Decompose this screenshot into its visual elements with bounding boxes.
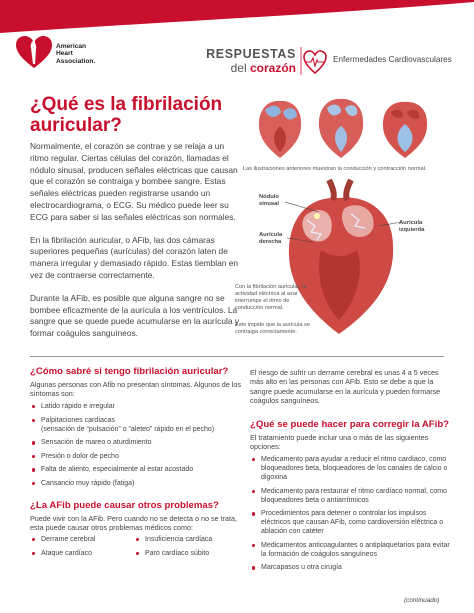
category-label: Enfermedades Cardiovasculares — [333, 55, 452, 64]
page-header — [0, 0, 474, 98]
red-header-curve — [0, 0, 474, 40]
list-item: Derrame cerebral — [30, 535, 130, 544]
small-heart-illustration-2 — [315, 94, 367, 160]
org-line-2: Heart — [56, 50, 73, 58]
series-title-block — [204, 47, 296, 75]
caption-afib-2: Esto impide que la aurícula se contraiga correctamente. — [235, 322, 310, 335]
org-line-1: American — [56, 43, 87, 50]
treatment-intro: El tratamiento puede incluir una o más de las siguientes opciones: — [250, 433, 429, 452]
series-prefix: del — [230, 61, 247, 75]
list-item-detail: (sensación de “pulsación” o “aleteo” rápido en el pecho) — [41, 425, 215, 433]
intro-paragraph-1: Normalmente, el corazón se contrae y se relaja a un ritmo regular. Ciertas células del corazón, llamadas el nódulo sinusal, producen señales eléctricas que causan que el corazón se contraiga y bombee sangre. Estas señales eléctricas pueden registrarse usando un electrocardiograma, o ECG. Su médico puede leer su ECG para saber si las señales eléctricas son normales. — [30, 141, 238, 222]
problems-list-col2 — [134, 535, 246, 562]
small-heart-illustration-1 — [255, 96, 305, 160]
symptoms-intro: Algunas personas con Afib no presentan síntomas. Algunos de los síntomas son: — [30, 380, 241, 399]
pointer-auricula-derecha — [287, 236, 313, 244]
list-item: Ataque cardíaco — [30, 549, 130, 558]
list-item: Marcapasos u otra cirugía — [250, 563, 450, 572]
list-item: Medicamento para restaurar el ritmo cardíaco normal, como bloqueadores beta o antiarrítmicos — [250, 487, 450, 505]
list-item: Insuficiencia cardíaca — [134, 535, 246, 544]
list-item: Procedimientos para detener o controlar los impulsos eléctricos que causan AFib, como cardioversión eléctrica o ablación con catéter — [250, 509, 450, 536]
intro-paragraph-2: En la fibrilación auricular, o AFib, las dos cámaras superiores pequeñas (aurículas) del corazón laten de manera irregular y demasiado rápido. Estas tiemblan en vez de contraerse correctamente. — [30, 234, 239, 280]
page-title: ¿Qué es la fibrilación auricular? — [30, 94, 223, 136]
pointer-auricula-izquierda — [379, 220, 401, 228]
label-auricula-derecha: Aurícula derecha — [259, 232, 283, 245]
problems-intro: Puede vivir con la AFib. Pero cuando no se detecta o no se trata, esta puede causar otros problemas médicos como: — [30, 514, 237, 533]
series-subtitle — [204, 61, 296, 75]
list-item: Presión o dolor de pecho — [30, 452, 245, 461]
intro-paragraph-3: Durante la AFib, es posible que alguna sangre no se bombee eficazmente de la aurícula a los ventrículos. La sangre que se quede puede acumularse en la aurícula y formar coágulos sanguíneos. — [30, 292, 240, 339]
heart-illustrations — [233, 92, 461, 342]
continued-note: (continuado) — [404, 597, 440, 604]
symptoms-list — [30, 402, 245, 493]
aha-heart-torch-logo — [14, 34, 54, 70]
list-item: Falta de aliento, especialmente al estar acostado — [30, 465, 245, 474]
heart-ecg-icon — [300, 45, 330, 77]
symptoms-heading: ¿Cómo sabré si tengo fibrilación auricular? — [30, 366, 229, 377]
caption-afib: Con la fibrilación auricular, la actividad eléctrica al azar interrumpe el ritmo de conducción normal. — [235, 284, 307, 311]
list-item — [30, 416, 245, 434]
problems-list-col1 — [30, 535, 130, 562]
org-line-3: Association. — [56, 57, 96, 65]
label-auricula-izquierda: Aurícula izquierda — [399, 220, 425, 233]
pointer-nodulo-sinusal — [285, 200, 321, 214]
problems-heading: ¿La AFib puede causar otros problemas? — [30, 500, 219, 511]
treatment-list — [250, 455, 450, 577]
list-item-main: Palpitaciones cardíacas — [41, 416, 115, 424]
caption-normal-conduction: Las ilustraciones anteriores muestran la conducción y contracción normal. — [243, 166, 427, 172]
list-item: Cansancio muy rápido (fatiga) — [30, 479, 245, 488]
list-item: Latido rápido e irregular — [30, 402, 245, 411]
section-divider — [30, 356, 444, 357]
list-item: Paro cardíaco súbito — [134, 549, 246, 558]
list-item: Sensación de mareo o aturdimiento — [30, 438, 245, 447]
list-item: Medicamento para ayudar a reducir el ritmo cardíaco, como bloqueadores beta, bloqueadores de los canales de calcio o digoxina — [250, 455, 450, 482]
aha-wordmark — [56, 43, 95, 65]
intro-text — [30, 141, 240, 351]
small-heart-illustration-3 — [379, 98, 431, 160]
risk-text: El riesgo de sufrir un derrame cerebral es unas 4 a 5 veces más alto en las personas con AFib. Esto se debe a que la sangre puede acumularse en la aurícula y pueden formarse coágulos sanguíneos. — [250, 368, 441, 406]
list-item: Medicamentos anticoagulantes o antiplaquetarios para evitar la formación de coágulos sanguíneos — [250, 541, 450, 559]
treatment-heading: ¿Qué se puede hacer para corregir la AFib? — [250, 419, 450, 430]
series-emph: corazón — [249, 61, 296, 75]
label-nodulo-sinusal: Nódulo sinusal — [259, 194, 279, 207]
series-title: RESPUESTAS — [206, 47, 296, 61]
